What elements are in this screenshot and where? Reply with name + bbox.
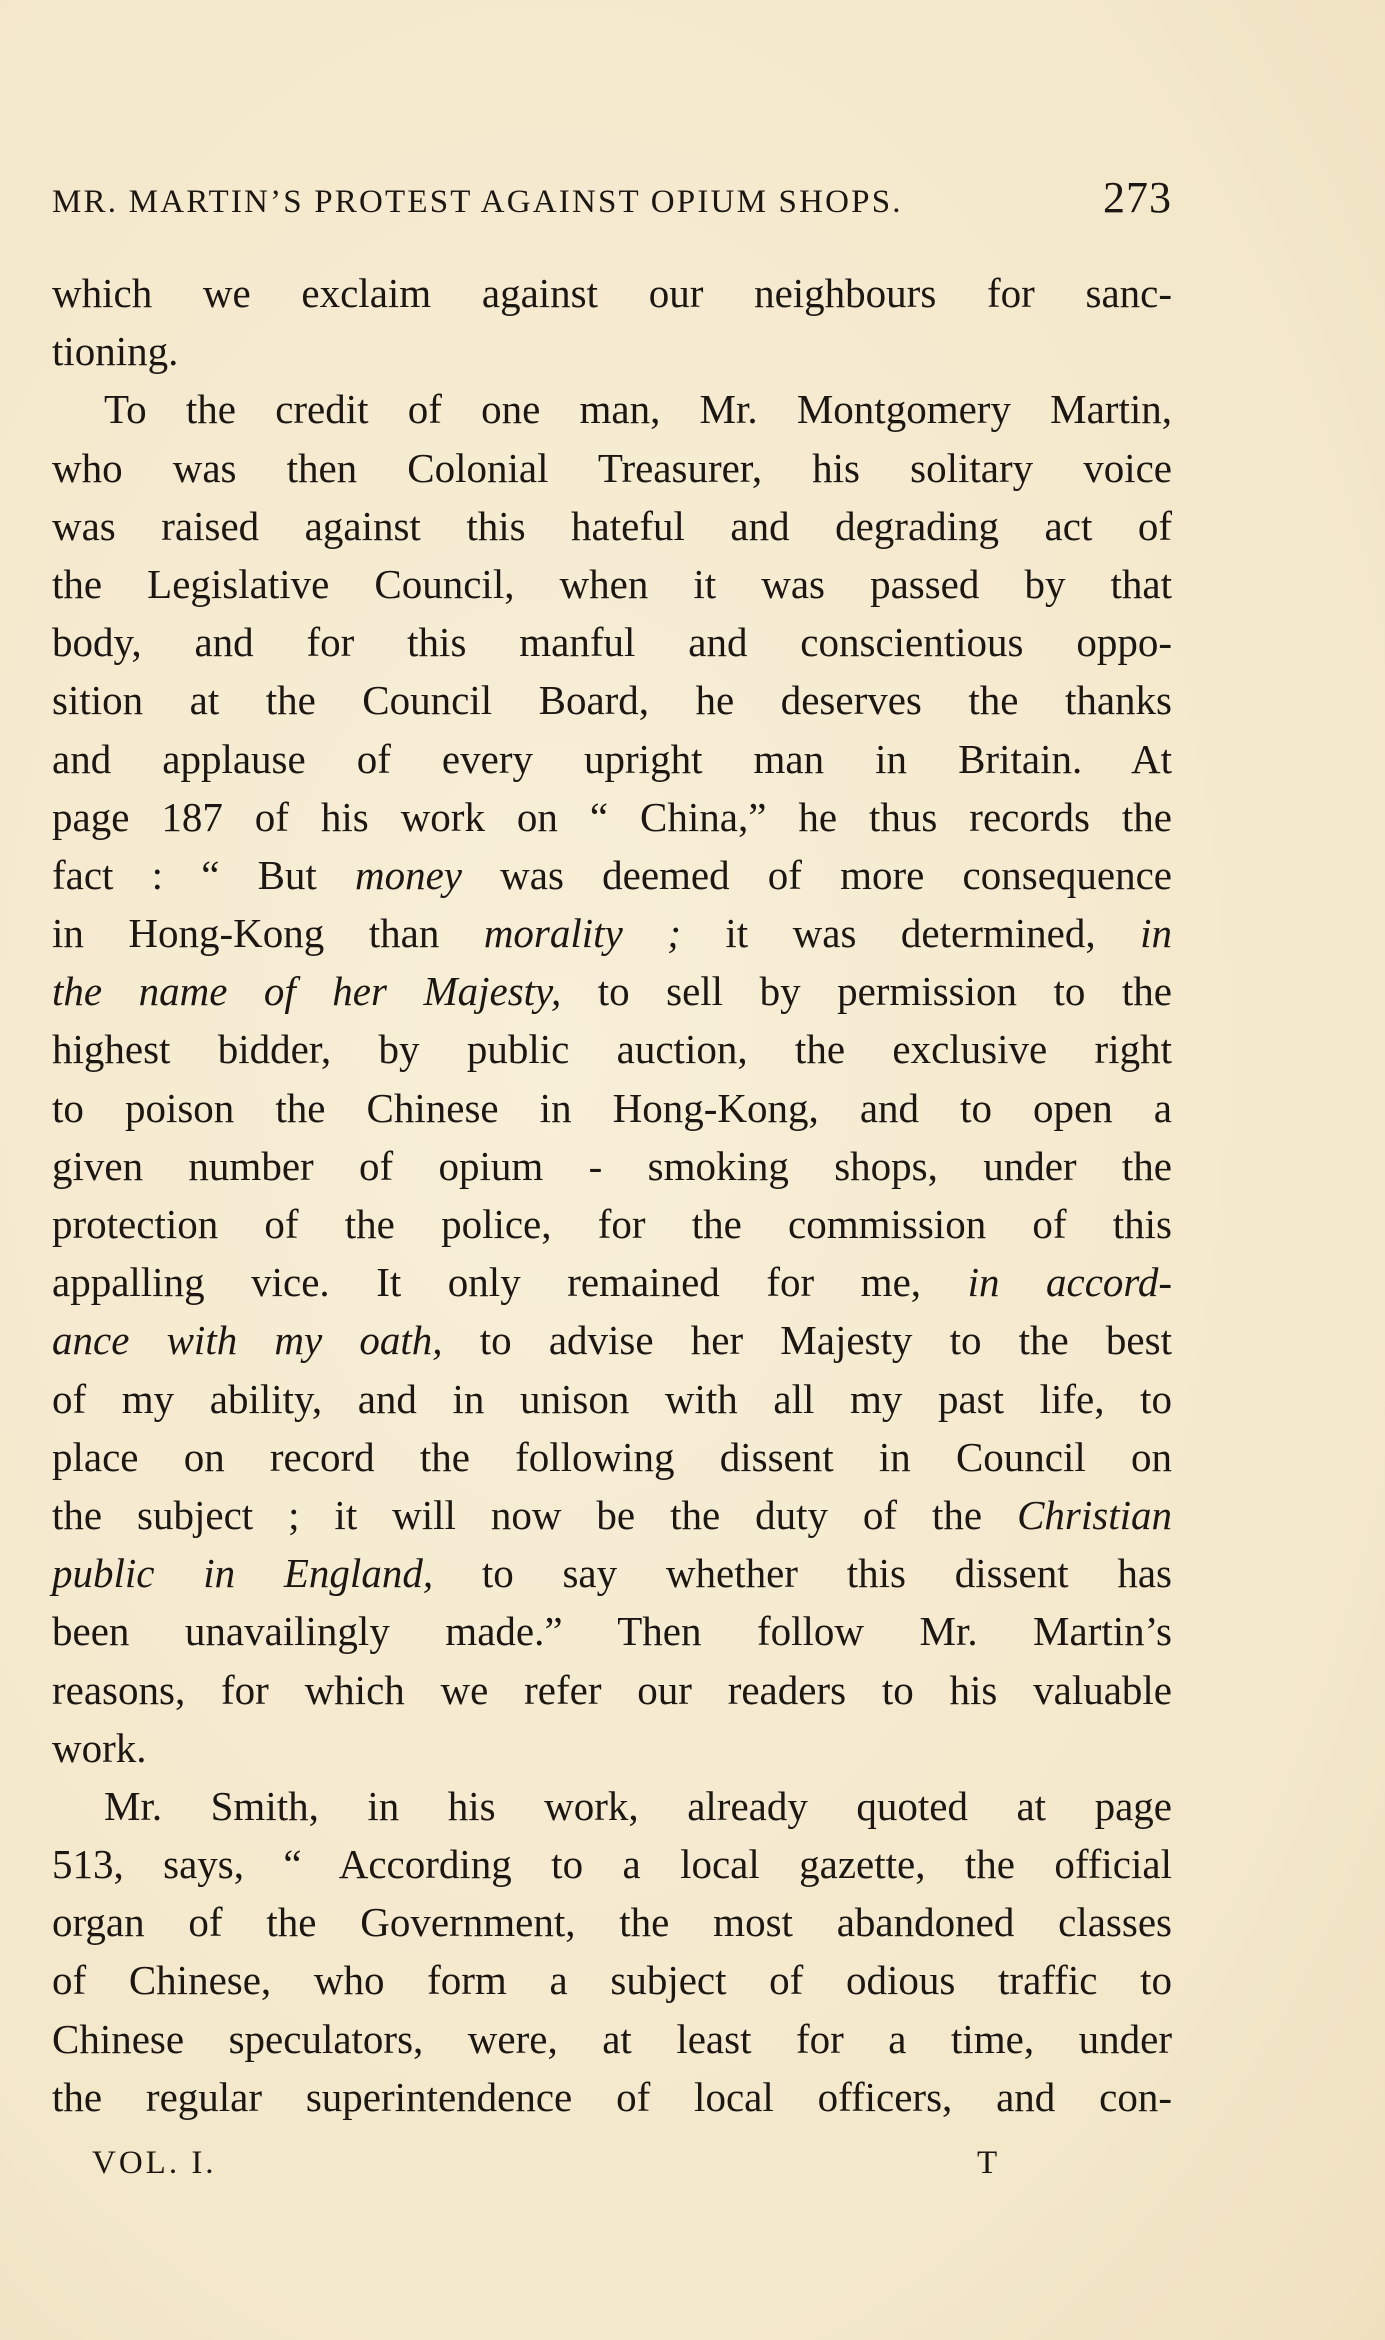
text-line bbox=[52, 788, 1172, 846]
text-segment: to sell by permission to the bbox=[561, 968, 1172, 1015]
text-segment: sition at the Council Board, he deserves the thanks bbox=[52, 677, 1172, 724]
italic-text: the name of her Majesty, bbox=[52, 968, 562, 1015]
text-segment: given number of opium - smoking shops, under the bbox=[52, 1142, 1172, 1189]
text-line bbox=[52, 439, 1172, 497]
text-line bbox=[52, 2068, 1172, 2126]
italic-text: in bbox=[1140, 910, 1173, 957]
text-segment: page 187 of his work on “ China,” he thus records the bbox=[52, 793, 1172, 840]
text-line bbox=[52, 1137, 1172, 1195]
text-line bbox=[52, 2010, 1172, 2068]
text-line bbox=[52, 1544, 1172, 1602]
page-number: 273 bbox=[1103, 173, 1172, 222]
text-segment: organ of the Government, the most abandoned classes bbox=[52, 1899, 1172, 1946]
text-segment: fact : “ But bbox=[52, 851, 355, 898]
text-line bbox=[52, 380, 1172, 438]
text-segment: To the credit of one man, Mr. Montgomery Martin, bbox=[104, 386, 1172, 433]
text-segment: of my ability, and in unison with all my past life, to bbox=[52, 1375, 1172, 1422]
italic-text: money bbox=[354, 851, 462, 898]
text-line bbox=[52, 613, 1172, 671]
text-segment: to poison the Chinese in Hong-Kong, and to open a bbox=[52, 1084, 1172, 1131]
text-line bbox=[52, 1079, 1172, 1137]
text-segment: which we exclaim against our neighbours for sanc- bbox=[52, 270, 1172, 316]
text-line bbox=[52, 497, 1172, 555]
running-title: MR. MARTIN’S PROTEST AGAINST OPIUM SHOPS. bbox=[52, 184, 903, 220]
text-line bbox=[52, 1951, 1172, 2009]
text-line bbox=[52, 1661, 1172, 1719]
text-segment: been unavailingly made.” Then follow Mr. Martin’s bbox=[52, 1608, 1172, 1655]
text-segment: to say whether this dissent has bbox=[433, 1550, 1172, 1597]
text-line bbox=[52, 1835, 1172, 1893]
text-line bbox=[52, 1777, 1172, 1835]
text-segment: protection of the police, for the commission of this bbox=[52, 1201, 1172, 1247]
text-segment: place on record the following dissent in Council on bbox=[52, 1433, 1172, 1480]
text-line bbox=[52, 555, 1172, 613]
italic-text: public in England, bbox=[52, 1550, 434, 1597]
text-segment: appalling vice. It only remained for me, bbox=[52, 1259, 968, 1306]
text-segment: reasons, for which we refer our readers to his valuable bbox=[52, 1666, 1172, 1713]
text-segment: highest bidder, by public auction, the exclusive right bbox=[52, 1026, 1172, 1073]
text-line bbox=[52, 846, 1172, 904]
text-segment: it was determined, bbox=[680, 910, 1141, 957]
text-segment: Mr. Smith, in his work, already quoted at page bbox=[104, 1782, 1172, 1829]
text-segment: body, and for this manful and conscientious oppo- bbox=[52, 619, 1172, 666]
text-line bbox=[52, 730, 1172, 788]
text-line bbox=[52, 1428, 1172, 1486]
text-segment: the regular superintendence of local officers, and con- bbox=[52, 2073, 1172, 2120]
text-line bbox=[52, 904, 1172, 962]
running-head bbox=[52, 172, 1172, 222]
text-line bbox=[52, 1311, 1172, 1369]
text-line bbox=[52, 1253, 1172, 1311]
page-footer bbox=[92, 2145, 999, 2195]
text-segment: tioning. bbox=[52, 328, 179, 375]
text-segment: to advise her Majesty to the best bbox=[442, 1317, 1172, 1364]
text-segment: of Chinese, who form a subject of odious traffic to bbox=[52, 1957, 1172, 2004]
italic-text: in accord- bbox=[967, 1259, 1173, 1306]
text-segment: and applause of every upright man in Britain. At bbox=[52, 735, 1172, 782]
text-line bbox=[52, 1486, 1172, 1544]
body-text bbox=[52, 264, 1172, 2126]
text-segment: who was then Colonial Treasurer, his solitary voice bbox=[52, 444, 1172, 491]
italic-text: Christian bbox=[1017, 1491, 1172, 1538]
text-segment: was raised against this hateful and degrading act of bbox=[52, 502, 1172, 549]
text-line bbox=[52, 1719, 1172, 1777]
text-segment: 513, says, “ According to a local gazette, the official bbox=[52, 1841, 1172, 1888]
text-segment: Chinese speculators, were, at least for a time, under bbox=[52, 2015, 1172, 2062]
sheet-letter: T bbox=[977, 2145, 999, 2181]
italic-text: ance with my oath, bbox=[52, 1317, 443, 1364]
volume-signature: VOL. I. bbox=[92, 2145, 217, 2181]
text-segment: was deemed of more consequence bbox=[462, 851, 1172, 898]
text-line bbox=[52, 1195, 1172, 1253]
text-line bbox=[52, 1893, 1172, 1951]
text-line bbox=[52, 671, 1172, 729]
text-line bbox=[52, 1602, 1172, 1660]
text-line bbox=[52, 1020, 1172, 1078]
text-line bbox=[52, 322, 1172, 380]
text-segment: the subject ; it will now be the duty of the bbox=[52, 1491, 1018, 1538]
text-segment: the Legislative Council, when it was passed by that bbox=[52, 560, 1172, 607]
text-segment: in Hong-Kong than bbox=[52, 910, 484, 957]
italic-text: morality ; bbox=[483, 910, 681, 957]
text-line bbox=[52, 1370, 1172, 1428]
text-segment: work. bbox=[52, 1724, 147, 1771]
text-line bbox=[52, 962, 1172, 1020]
text-line bbox=[52, 264, 1172, 322]
